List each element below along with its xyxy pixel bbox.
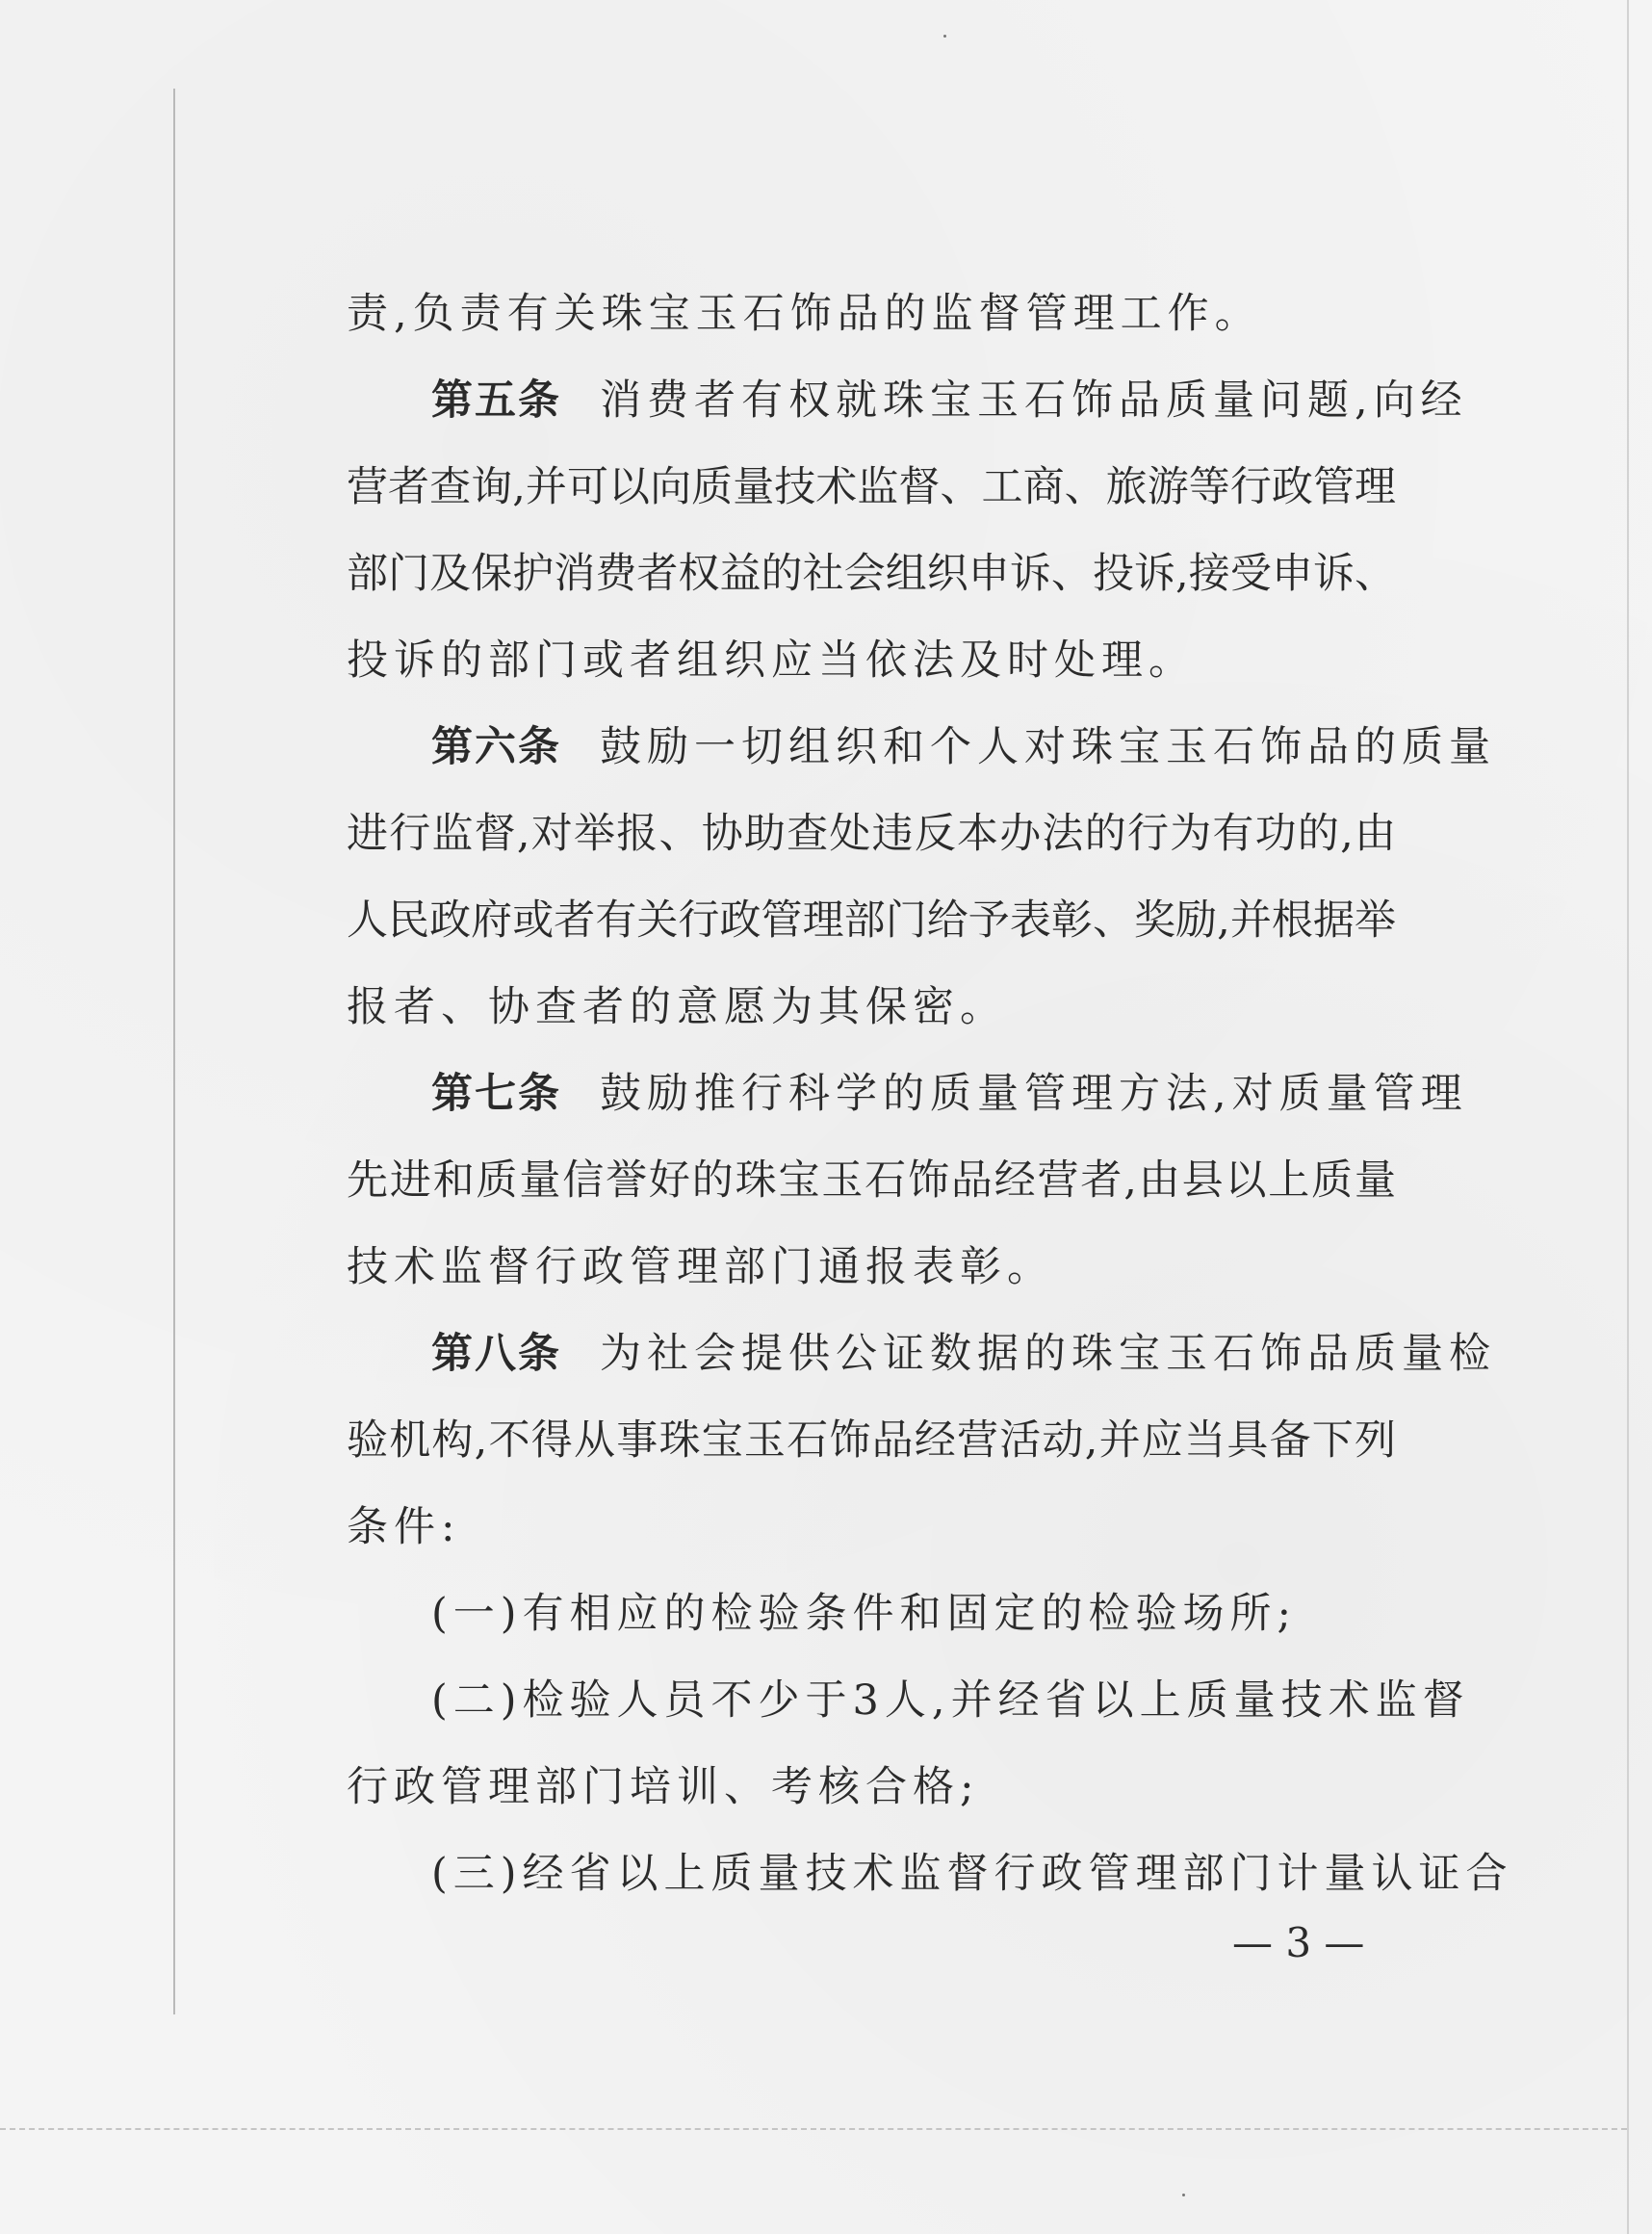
article-8-text: 为社会提供公证数据的珠宝玉石饰品质量检 (600, 1330, 1496, 1378)
list-item-2: (二)检验人员不少于3人,并经省以上质量技术监督 (431, 1676, 1470, 1725)
article-5-first-line (431, 372, 1468, 429)
article-7-first-line (431, 1065, 1468, 1123)
article-title-7: 第七条 (431, 1070, 561, 1118)
scan-speck (1182, 2194, 1185, 2196)
article-title-8: 第八条 (431, 1330, 561, 1378)
text-line-3: 营者查询,并可以向质量技术监督、工商、旅游等行政管理 (347, 463, 1396, 511)
text-line-7: 进行监督,对举报、协助查处违反本办法的行为有功的,由 (347, 810, 1396, 858)
list-item-3: (三)经省以上质量技术监督行政管理部门计量认证合 (431, 1850, 1513, 1898)
text-line-15: 条件: (347, 1503, 461, 1551)
scan-edge-left (173, 89, 175, 2014)
article-title-6: 第六条 (431, 723, 561, 771)
text-line-14: 验机构,不得从事珠宝玉石饰品经营活动,并应当具备下列 (347, 1416, 1396, 1465)
text-line-4: 部门及保护消费者权益的社会组织申诉、投诉,接受申诉、 (347, 550, 1396, 598)
list-item-1: (一)有相应的检验条件和固定的检验场所; (431, 1590, 1298, 1638)
text-line-11: 先进和质量信誉好的珠宝玉石饰品经营者,由县以上质量 (347, 1156, 1396, 1205)
article-6-first-line (431, 718, 1496, 776)
scan-edge-right (1627, 0, 1629, 2234)
text-line-1: 责,负责有关珠宝玉石饰品的监督管理工作。 (347, 290, 1262, 338)
article-7-text: 鼓励推行科学的质量管理方法,对质量管理 (600, 1070, 1468, 1118)
text-line-8: 人民政府或者有关行政管理部门给予表彰、奖励,并根据举 (347, 896, 1396, 945)
article-title-5: 第五条 (431, 377, 561, 425)
list-item-2-continued: 行政管理部门培训、考核合格; (347, 1763, 980, 1811)
text-line-5: 投诉的部门或者组织应当依法及时处理。 (347, 636, 1196, 685)
article-5-text: 消费者有权就珠宝玉石饰品质量问题,向经 (600, 377, 1468, 425)
scan-edge-bottom (0, 2128, 1627, 2130)
scan-speck (943, 35, 946, 38)
article-8-first-line (431, 1325, 1496, 1383)
page-number: — 3 — (1232, 1919, 1365, 1966)
text-line-9: 报者、协查者的意愿为其保密。 (347, 983, 1007, 1031)
article-6-text: 鼓励一切组织和个人对珠宝玉石饰品的质量 (600, 723, 1496, 771)
text-line-12: 技术监督行政管理部门通报表彰。 (347, 1243, 1054, 1291)
